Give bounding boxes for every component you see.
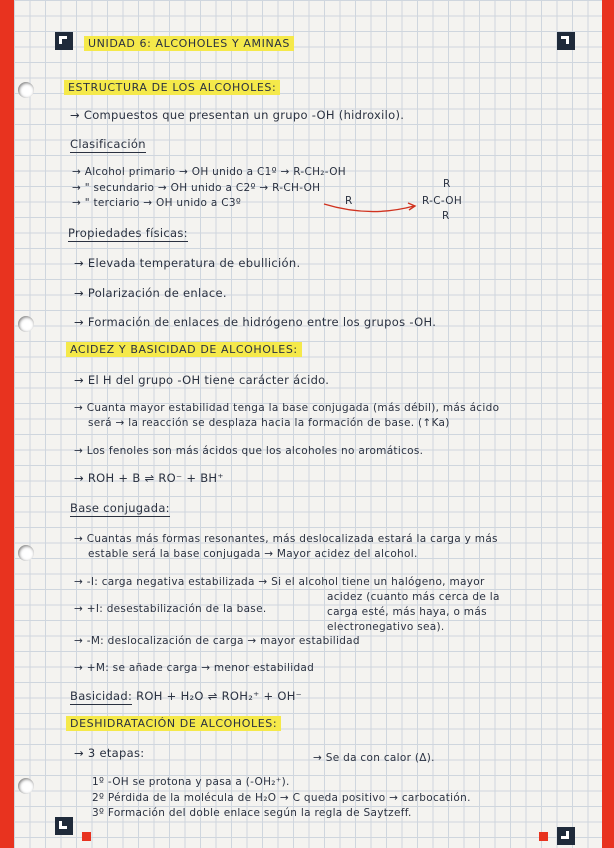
acidez-item-2-line-1: → Cuanta mayor estabilidad tenga la base conjugada (más débil), más ácido (74, 402, 500, 414)
binder-hole (18, 545, 34, 561)
definition-text: → Compuestos que presentan un grupo -OH (hidroxilo). (70, 108, 405, 122)
paso-2: 2º Pérdida de la molécula de H₂O → C queda positivo → carbocatión. (92, 792, 471, 804)
efecto-menos-i-line-2: acidez (cuanto más cerca de la (327, 591, 500, 603)
terciario-r-bottom: R (442, 210, 450, 222)
terciario-r-under: R (345, 195, 353, 207)
acidez-equation: → ROH + B ⇌ RO⁻ + BH⁺ (74, 471, 224, 485)
section-heading-deshidratacion: DESHIDRATACIÓN DE ALCOHOLES: (66, 716, 281, 731)
etapas-text: → 3 etapas: (74, 746, 145, 760)
propiedad-item-2: → Polarización de enlace. (74, 286, 227, 300)
base-line-1: → Cuantas más formas resonantes, más deslocalizada estará la carga y más (74, 533, 498, 545)
basicidad-equation: ROH + H₂O ⇌ ROH₂⁺ + OH⁻ (136, 689, 303, 703)
binder-hole (18, 778, 34, 794)
curved-arrow-icon (320, 200, 420, 216)
page-title: UNIDAD 6: ALCOHOLES Y AMINAS (84, 36, 294, 51)
efecto-menos-i-line-3: carga esté, más haya, o más (327, 606, 487, 618)
terciario-text: → " terciario → OH unido a C3º (72, 197, 242, 209)
terciario-formula: R-C-OH (422, 195, 463, 207)
clasificacion-heading: Clasificación (70, 137, 146, 151)
calor-text: → Se da con calor (Δ). (313, 752, 435, 764)
base-conjugada-heading: Base conjugada: (70, 501, 170, 515)
propiedades-heading: Propiedades físicas: (68, 226, 188, 240)
corner-mark-icon (55, 32, 73, 50)
secundario-r: R (443, 178, 451, 190)
section-heading-acidez: ACIDEZ Y BASICIDAD DE ALCOHOLES: (66, 342, 302, 357)
efecto-menos-i-line-4: electronegativo sea). (327, 621, 445, 633)
acidez-item-1: → El H del grupo -OH tiene carácter ácido. (74, 373, 330, 387)
basicidad-label: Basicidad: (70, 689, 133, 703)
propiedad-item-3: → Formación de enlaces de hidrógeno entre los grupos -OH. (74, 315, 437, 329)
efecto-menos-m: → -M: deslocalización de carga → mayor estabilidad (74, 635, 360, 647)
corner-mark-icon (557, 32, 575, 50)
binder-hole (18, 316, 34, 332)
corner-mark-icon (557, 827, 575, 845)
efecto-mas-m: → +M: se añade carga → menor estabilidad (74, 662, 315, 674)
acidez-item-2-line-2: será → la reacción se desplaza hacia la formación de base. (↑Ka) (88, 417, 450, 429)
right-margin-bar (602, 0, 614, 848)
left-margin-bar (0, 0, 14, 848)
paso-3: 3º Formación del doble enlace según la regla de Saytzeff. (92, 807, 412, 819)
propiedad-item-1: → Elevada temperatura de ebullición. (74, 256, 301, 270)
binder-hole (18, 82, 34, 98)
red-square-icon (539, 832, 548, 841)
paso-1: 1º -OH se protona y pasa a (-OH₂⁺). (92, 776, 290, 788)
acidez-item-3: → Los fenoles son más ácidos que los alcoholes no aromáticos. (74, 445, 424, 457)
section-heading-estructura: ESTRUCTURA DE LOS ALCOHOLES: (64, 80, 280, 95)
corner-mark-icon (55, 817, 73, 835)
red-square-icon (82, 832, 91, 841)
efecto-menos-i: → -I: carga negativa estabilizada → Si el alcohol tiene un halógeno, mayor (74, 576, 485, 588)
efecto-mas-i: → +I: desestabilización de la base. (74, 603, 267, 615)
base-line-2: estable será la base conjugada → Mayor acidez del alcohol. (88, 548, 418, 560)
primario-text: → Alcohol primario → OH unido a C1º → R-CH₂-OH (72, 166, 346, 178)
secundario-text: → " secundario → OH unido a C2º → R-CH-OH (72, 182, 321, 194)
